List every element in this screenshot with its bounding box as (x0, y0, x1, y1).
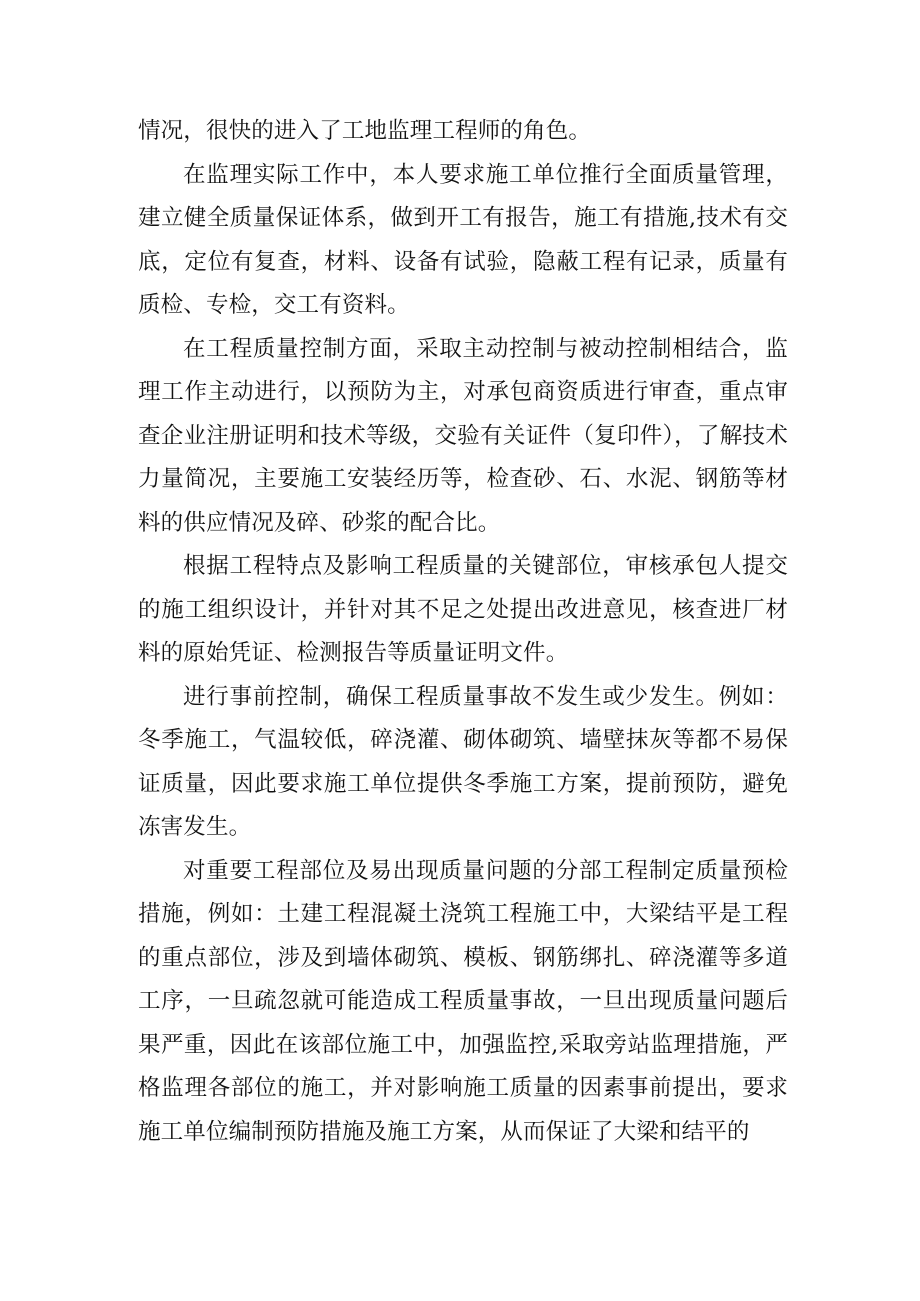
paragraph-prior-control: 进行事前控制，确保工程质量事故不发生或少发生。例如：冬季施工，气温较低，碎浇灌、砌体砌筑、墙壁抹灰等都不易保证质量，因此要求施工单位提供冬季施工方案，提前预防，避免冻害发生。 (138, 683, 788, 840)
paragraph-continuation: 情况，很快的进入了工地监理工程师的角色。 (138, 118, 592, 144)
paragraph-quality-control: 在工程质量控制方面，采取主动控制与被动控制相结合，监理工作主动进行，以预防为主，对承包商资质进行审查，重点审查企业注册证明和技术等级，交验有关证件（复印件），了解技术力量简况，主要施工安装经历等，检查砂、石、水泥、钢筋等材料的供应情况及碎、砂浆的配合比。 (138, 335, 788, 536)
document-body (138, 110, 788, 1154)
paragraph-construction-design-review: 根据工程特点及影响工程质量的关键部位，审核承包人提交的施工组织设计，并针对其不足之处提出改进意见，核查进厂材料的原始凭证、检测报告等质量证明文件。 (138, 553, 788, 666)
paragraph-key-parts-inspection: 对重要工程部位及易出现质量问题的分部工程制定质量预检措施，例如：土建工程混凝土浇筑工程施工中，大梁结平是工程的重点部位，涉及到墙体砌筑、模板、钢筋绑扎、碎浇灌等多道工序，一旦疏忽就可能造成工程质量事故，一旦出现质量问题后果严重，因此在该部位施工中，加强监控,采取旁站监理措施，严格监理各部位的施工，并对影响施工质量的因素事前提出，要求施工单位编制预防措施及施工方案，从而保证了大梁和结平的 (138, 857, 788, 1145)
paragraph-quality-management: 在监理实际工作中，本人要求施工单位推行全面质量管理，建立健全质量保证体系，做到开工有报告，施工有措施,技术有交底，定位有复查，材料、设备有试验，隐蔽工程有记录，质量有质检、专检，交工有资料。 (138, 161, 788, 318)
